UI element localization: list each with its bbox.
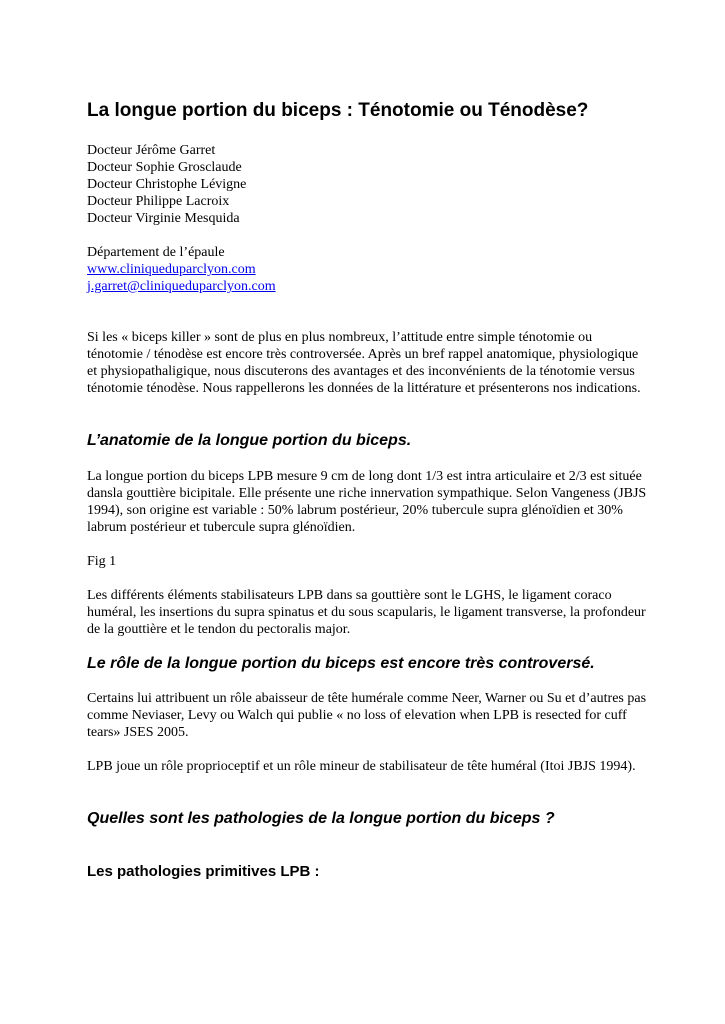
department-name: Département de l’épaule: [87, 245, 225, 260]
author-name: Docteur Sophie Grosclaude: [87, 160, 242, 175]
figure-reference: Fig 1: [87, 554, 117, 569]
author-name: Docteur Philippe Lacroix: [87, 194, 230, 209]
author-name: Docteur Jérôme Garret: [87, 143, 216, 158]
section-heading-pathologies: Quelles sont les pathologies de la longue portion du biceps ?: [87, 810, 555, 827]
email-link[interactable]: j.garret@cliniqueduparclyon.com: [87, 279, 276, 294]
stabilizers-paragraph: Les différents éléments stabilisateurs LPB dans sa gouttière sont le LGHS, le ligament coraco huméral, les insertions du supra spinatus et du sous scapularis, le ligament transverse, la profondeur de la gouttière et le tendon du pectoralis major.: [87, 588, 646, 637]
affiliation-block: [87, 244, 647, 295]
document-content: [87, 98, 647, 882]
author-list: [87, 142, 647, 227]
section-heading-role: Le rôle de la longue portion du biceps est encore très controversé.: [87, 655, 595, 672]
author-name: Docteur Virginie Mesquida: [87, 211, 240, 226]
document-title: La longue portion du biceps : Ténotomie ou Ténodèse?: [87, 100, 589, 121]
anatomy-paragraph: La longue portion du biceps LPB mesure 9 cm de long dont 1/3 est intra articulaire et 2/3 est située dansla gouttière bicipitale. Elle présente une riche innervation sympathique. Selon Vangeness (JBJS 1994), son origine est variable : 50% labrum postérieur, 20% tubercule supra glénoïdien et 30% labrum postérieur et tubercule supra glénoïdien.: [87, 469, 647, 535]
author-name: Docteur Christophe Lévigne: [87, 177, 247, 192]
intro-paragraph: Si les « biceps killer » sont de plus en plus nombreux, l’attitude entre simple ténotomie ou ténotomie / ténodèse est encore très controversée. Après un bref rappel anatomique, physiologique et physiopathaligique, nous discuterons des avantages et des inconvénients de la ténotomie versus ténotomie ténodèse. Nous rappellerons les données de la littérature et présenterons nos indications.: [87, 330, 641, 396]
website-link[interactable]: www.cliniqueduparclyon.com: [87, 262, 256, 277]
section-heading-anatomy: L’anatomie de la longue portion du biceps.: [87, 432, 412, 449]
proprioception-paragraph: LPB joue un rôle proprioceptif et un rôle mineur de stabilisateur de tête huméral (Itoi JBJS 1994).: [87, 759, 636, 774]
role-paragraph: Certains lui attribuent un rôle abaisseur de tête humérale comme Neer, Warner ou Su et d’autres pas comme Neviaser, Levy ou Walch qui publie « no loss of elevation when LPB is resected for cuff tears» JSES 2005.: [87, 691, 647, 740]
section-heading-primary-pathologies: Les pathologies primitives LPB :: [87, 863, 320, 880]
